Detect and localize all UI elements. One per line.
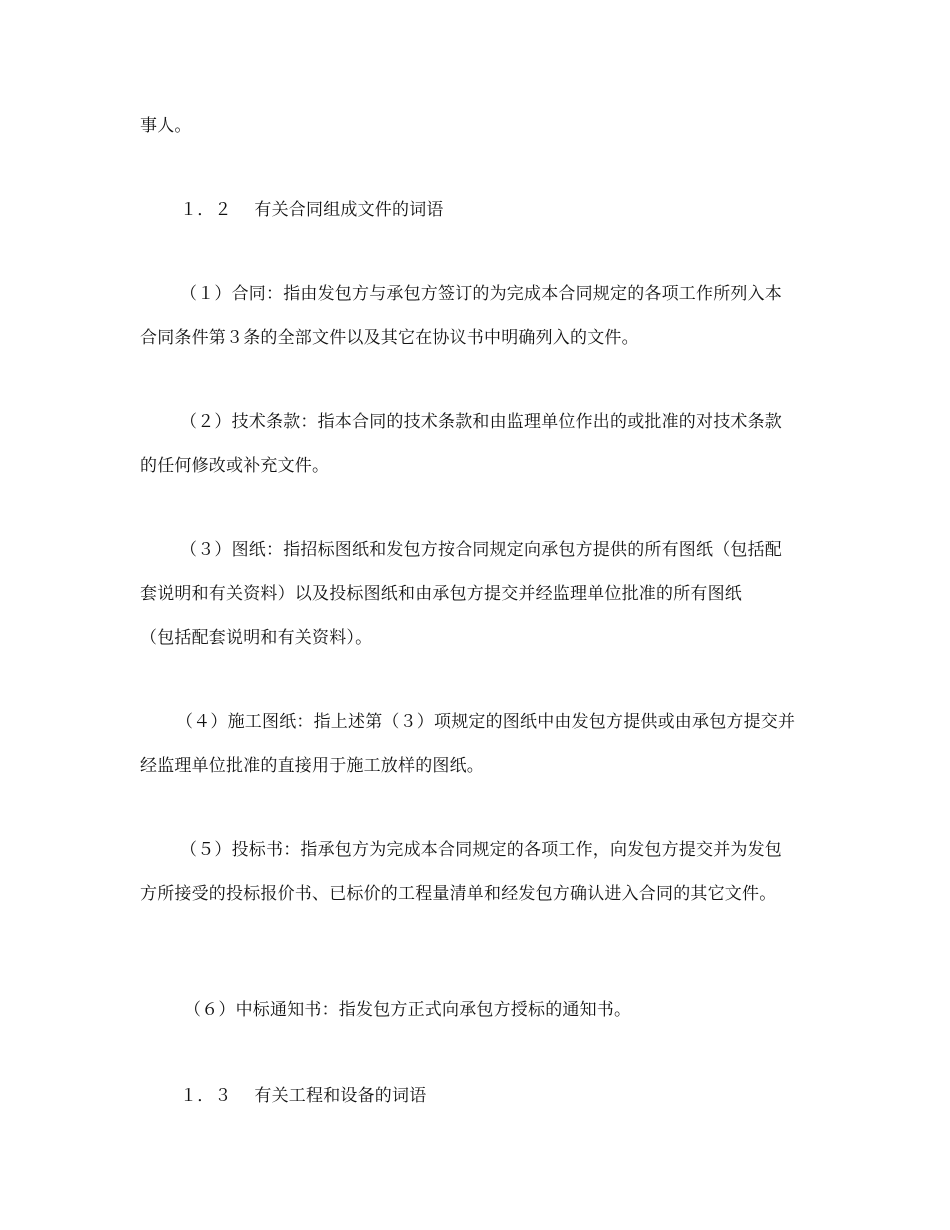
paragraph-5-line-2: 方所接受的投标报价书、已标价的工程量清单和经发包方确认进入合同的其它文件。 <box>140 884 777 904</box>
paragraph-1-line-2: 合同条件第３条的全部文件以及其它在协议书中明确列入的文件。 <box>140 328 639 348</box>
section-heading-1-2: １．２ 有关合同组成文件的词语 <box>180 200 444 220</box>
paragraph-3-line-3: （包括配套说明和有关资料）。 <box>140 628 373 648</box>
paragraph-4-line-2: 经监理单位批准的直接用于施工放样的图纸。 <box>140 756 484 776</box>
paragraph-4-line-1: （４）施工图纸：指上述第（３）项规定的图纸中由发包方提供或由承包方提交并 <box>176 712 796 732</box>
paragraph-6: （６）中标通知书：指发包方正式向承包方授标的通知书。 <box>184 1000 632 1020</box>
paragraph-5-line-1: （５）投标书：指承包方为完成本合同规定的各项工作，向发包方提交并为发包 <box>180 840 782 860</box>
paragraph-3-line-1: （３）图纸：指招标图纸和发包方按合同规定向承包方提供的所有图纸（包括配 <box>180 540 782 560</box>
text-line-continuation: 事人。 <box>140 116 192 136</box>
paragraph-2-line-1: （２）技术条款：指本合同的技术条款和由监理单位作出的或批准的对技术条款 <box>180 412 782 432</box>
paragraph-1-line-1: （１）合同：指由发包方与承包方签订的为完成本合同规定的各项工作所列入本 <box>180 284 782 304</box>
paragraph-3-line-2: 套说明和有关资料）以及投标图纸和由承包方提交并经监理单位批准的所有图纸 <box>140 584 742 604</box>
paragraph-2-line-2: 的任何修改或补充文件。 <box>140 456 330 476</box>
section-heading-1-3: １．３ 有关工程和设备的词语 <box>180 1086 427 1106</box>
